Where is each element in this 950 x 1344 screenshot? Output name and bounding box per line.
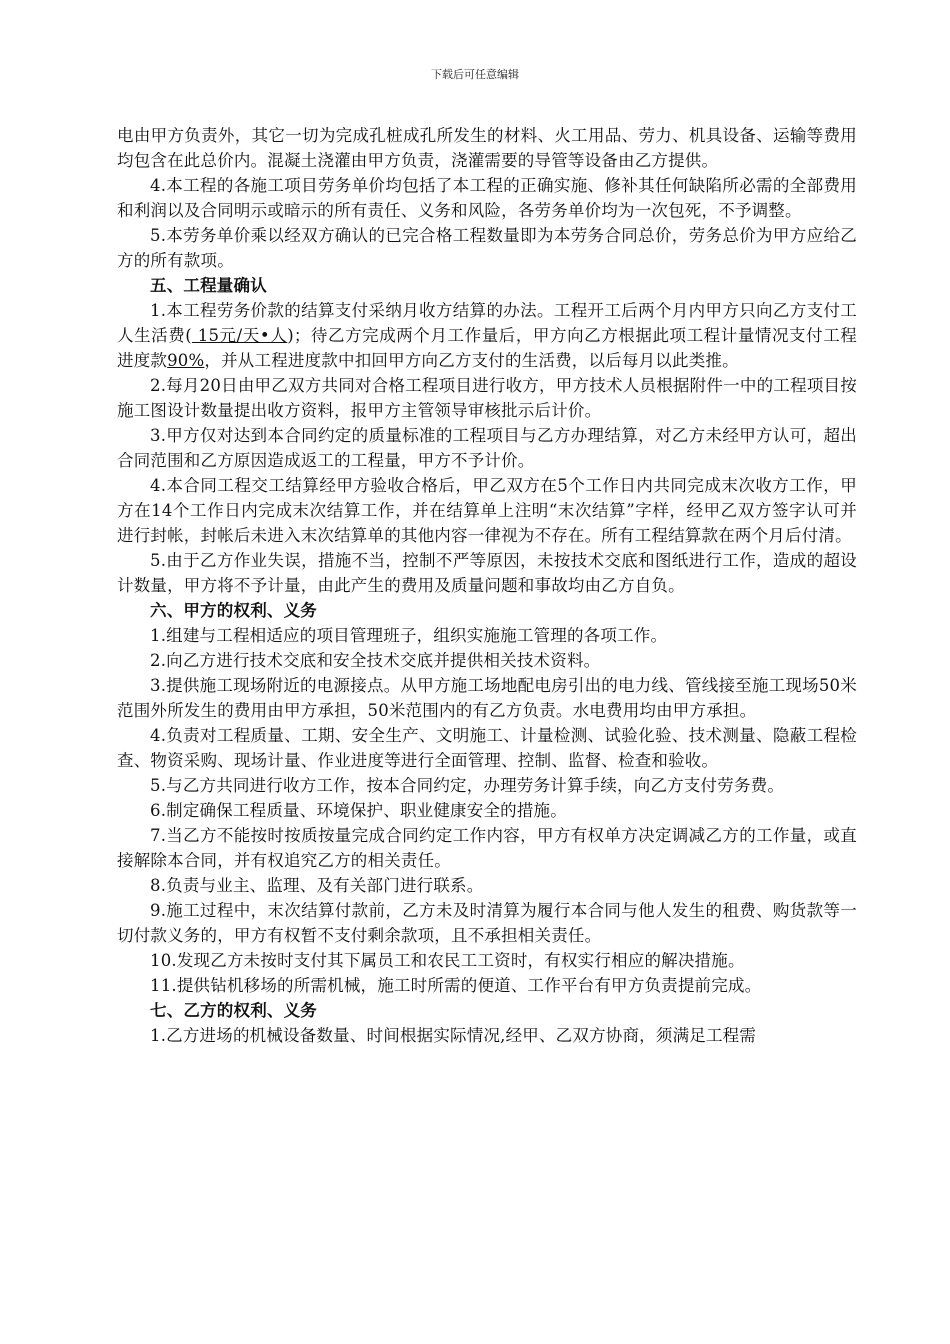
section-6-item-6: 6.制定确保工程质量、环境保护、职业健康安全的措施。: [150, 801, 567, 820]
section-6-item-9: 9.施工过程中，末次结算付款前，乙方未及时清算为履行本合同与他人发生的租费、购货款等一切付款义务的，甲方有权暂不支付剩余款项，且不承担相关责任。: [117, 901, 857, 945]
section-7-item-1: 1.乙方进场的机械设备数量、时间根据实际情况,经甲、乙双方协商，须满足工程需: [150, 1026, 757, 1045]
section-6-item-3: 3.提供施工现场附近的电源接点。从甲方施工场地配电房引出的电力线、管线接至施工现场50米范围外所发生的费用由甲方承担，50米范围内的有乙方负责。水电费用均由甲方承担。: [117, 676, 857, 720]
section-5-item-5: 5.由于乙方作业失误，措施不当，控制不严等原因，未按技术交底和图纸进行工作，造成的超设计数量，甲方将不予计量，由此产生的费用及质量问题和事故均由乙方自负。: [117, 551, 857, 595]
progress-payment-percent: 90%: [167, 351, 205, 370]
document-body: [117, 123, 857, 1048]
section-5-heading: 五、工程量确认: [150, 276, 267, 295]
section-5-item-4: 4.本合同工程交工结算经甲方验收合格后，甲乙双方在5个工作日内共同完成末次收方工作，甲方在14个工作日内完成末次结算工作，并在结算单上注明“末次结算”字样，经甲乙双方签字认可并进行封帐，封帐后未进入末次结算单的其他内容一律视为不存在。所有工程结算款在两个月后付清。: [117, 476, 857, 545]
item-1-text-pre: 1.本工程劳务价款的结算支付采纳月收方结算的办法。工程开工后两个月内甲方只向乙方支付工人生活费(: [117, 301, 857, 345]
section-6-item-8: 8.负责与业主、监理、及有关部门进行联系。: [150, 876, 484, 895]
item-1-text-mid: )；待乙方完成两个月工作量后，甲方向乙方根据此项工程计量情况支付工程进度款: [117, 326, 857, 370]
section-6-item-7: 7.当乙方不能按时按质按量完成合同约定工作内容，甲方有权单方决定调减乙方的工作量，或直接解除本合同，并有权追究乙方的相关责任。: [117, 826, 857, 870]
paragraph-4-5: 5.本劳务单价乘以经双方确认的已完合格工程数量即为本劳务合同总价，劳务总价为甲方应给乙方的所有款项。: [117, 226, 857, 270]
section-6-item-2: 2.向乙方进行技术交底和安全技术交底并提供相关技术资料。: [150, 651, 601, 670]
section-6-heading: 六、甲方的权利、义务: [150, 601, 317, 620]
living-allowance-rate: 15元/天•人: [191, 326, 288, 345]
section-6-item-11: 11.提供钻机移场的所需机械，施工时所需的便道、工作平台有甲方负责提前完成。: [150, 976, 762, 995]
page-header: 下载后可任意编辑: [431, 68, 519, 81]
section-6-item-10: 10.发现乙方未按时支付其下属员工和农民工工资时，有权实行相应的解决措施。: [150, 951, 745, 970]
paragraph-intro: 电由甲方负责外，其它一切为完成孔桩成孔所发生的材料、火工用品、劳力、机具设备、运输等费用均包含在此总价内。混凝土浇灌由甲方负责，浇灌需要的导管等设备由乙方提供。: [117, 126, 857, 170]
section-6-item-5: 5.与乙方共同进行收方工作，按本合同约定，办理劳务计算手续，向乙方支付劳务费。: [150, 776, 785, 795]
section-6-item-1: 1.组建与工程相适应的项目管理班子，组织实施施工管理的各项工作。: [150, 626, 668, 645]
section-5-item-3: 3.甲方仅对达到本合同约定的质量标准的工程项目与乙方办理结算，对乙方未经甲方认可，超出合同范围和乙方原因造成返工的工程量，甲方不予计价。: [117, 426, 857, 470]
section-5-item-1: [117, 298, 857, 373]
section-5-item-2: 2.每月20日由甲乙双方共同对合格工程项目进行收方，甲方技术人员根据附件一中的工程项目按施工图设计数量提出收方资料，报甲方主管领导审核批示后计价。: [117, 376, 857, 420]
section-7-heading: 七、乙方的权利、义务: [150, 1001, 317, 1020]
paragraph-4-4: 4.本工程的各施工项目劳务单价均包括了本工程的正确实施、修补其任何缺陷所必需的全部费用和利润以及合同明示或暗示的所有责任、义务和风险，各劳务单价均为一次包死，不予调整。: [117, 176, 857, 220]
section-6-item-4: 4.负责对工程质量、工期、安全生产、文明施工、计量检测、试验化验、技术测量、隐蔽工程检查、物资采购、现场计量、作业进度等进行全面管理、控制、监督、检查和验收。: [117, 726, 857, 770]
item-1-text-post: ，并从工程进度款中扣回甲方向乙方支付的生活费，以后每月以此类推。: [204, 351, 739, 370]
